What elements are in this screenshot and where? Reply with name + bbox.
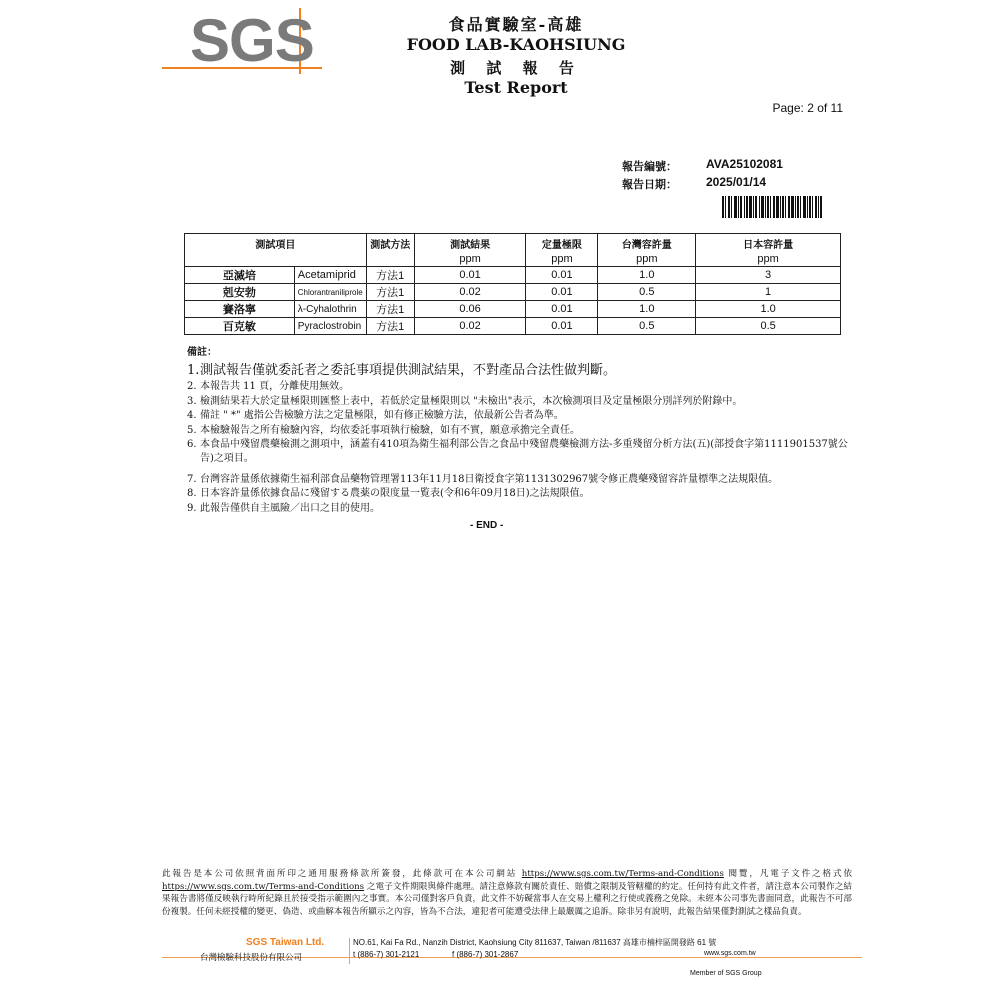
header-test-item: 測試項目 — [185, 234, 367, 253]
header-tw-limit: 台灣容許量 — [598, 234, 696, 253]
unit-result: ppm — [414, 252, 526, 267]
item-en: λ-Cyhalothrin — [294, 301, 366, 318]
jp-limit: 1.0 — [696, 301, 841, 318]
table-units-row — [185, 252, 841, 267]
page-number: Page: 2 of 11 — [772, 101, 843, 115]
note-item: 2. 本報告共 11 頁，分離使用無效。 — [187, 381, 350, 393]
tw-limit: 1.0 — [598, 301, 696, 318]
footer-member: Member of SGS Group — [690, 970, 762, 977]
item-en: Pyraclostrobin — [294, 318, 366, 335]
report-number: AVA25102081 — [706, 157, 783, 171]
header-result: 測試結果 — [414, 234, 526, 253]
item-zh: 百克敏 — [185, 318, 295, 335]
header-loq: 定量極限 — [526, 234, 598, 253]
loq: 0.01 — [526, 267, 598, 284]
tw-limit: 1.0 — [598, 267, 696, 284]
lab-name-zh: 食品實驗室-高雄 — [448, 15, 584, 34]
notes-title: 備註： — [187, 347, 217, 358]
table-row — [185, 267, 841, 284]
note-item: 1. 測試報告僅就委託者之委託事項提供測試結果，不對產品合法性做判斷。 — [187, 363, 617, 379]
item-en: Chlorantraniliprole — [294, 284, 366, 301]
footer-company-zh: 台灣檢驗科技股份有限公司 — [200, 953, 303, 963]
loq: 0.01 — [526, 318, 598, 335]
result: 0.06 — [414, 301, 526, 318]
footer-address: NO.61, Kai Fa Rd., Nanzih District, Kaohsiung City 811637, Taiwan /811637 高雄市楠梓區開發路 61 號 — [353, 938, 717, 947]
jp-limit: 0.5 — [696, 318, 841, 335]
lab-name-en: FOOD LAB-KAOHSIUNG — [406, 35, 626, 54]
terms-text-1: 此報告是本公司依照背面所印之通用服務條款所簽發，此條款可在本公司網站 — [162, 869, 518, 879]
results-table — [184, 233, 841, 335]
note-item: 7. 台灣容許量係依據衛生福利部食品藥物管理署113年11月18日衛授食字第1131302967號令修正農藥殘留容許量標準之法規限值。 — [187, 473, 779, 485]
table-row — [185, 318, 841, 335]
note-item: 5. 本檢驗報告之所有檢驗內容，均依委託事項執行檢驗，如有不實，願意承擔完全責任。 — [187, 424, 580, 436]
result: 0.01 — [414, 267, 526, 284]
report-date: 2025/01/14 — [706, 175, 767, 189]
item-zh: 亞滅培 — [185, 267, 295, 284]
loq: 0.01 — [526, 284, 598, 301]
method: 方法1 — [366, 301, 414, 318]
table-row — [185, 284, 841, 301]
note-item: 9. 此報告僅供自主風險／出口之目的使用。 — [187, 502, 380, 514]
terms-fine-print — [162, 868, 852, 918]
result: 0.02 — [414, 284, 526, 301]
report-number-label: 報告編號： — [622, 160, 677, 173]
footer-tel: t (886-7) 301-2121 — [353, 950, 420, 959]
note-item: 8. 日本容許量係依據食品に殘留する農薬の限度量一覧表(令和6年09月18日)之法規限值。 — [187, 488, 590, 500]
sgs-logo-text: SGS — [190, 7, 314, 74]
table-row — [185, 301, 841, 318]
note-item: 6. 本食品中殘留農藥檢測之測項中，涵蓋有410項為衛生福利部公告之食品中殘留農藥檢測方法-多重殘留分析方法(五)(部授食字第1111901537號公告)之項目。 — [187, 439, 848, 465]
header-method: 測試方法 — [366, 234, 414, 253]
result: 0.02 — [414, 318, 526, 335]
item-zh: 賽洛寧 — [185, 301, 295, 318]
footer-fax: f (886-7) 301-2867 — [452, 950, 519, 959]
footer-website[interactable]: www.sgs.com.tw — [704, 950, 756, 957]
unit-jp: ppm — [696, 252, 841, 267]
terms-text-3: 之電子文件期限與條件處理。請注意條款有關於責任、賠償之限制及管轄權的約定。任何持有此文件者，請注意本公司製作之結果報告書將僅反映執行時所紀錄且於接受指示範圍內之事實。本公司僅對客戶負責，此文件不妨礙當事人在交易上權利之行使或義務之免除。未經本公司事先書面同意，此報告不可部份複製。任何未經授權的變更、偽造、或曲解本報告所顯示之內容，皆為不合法，違犯者可能遭受法律上最嚴厲之追訴。除非另有說明，此報告結果僅對測試之樣品負責。 — [162, 881, 852, 917]
header-jp-limit: 日本容許量 — [696, 234, 841, 253]
jp-limit: 1 — [696, 284, 841, 301]
unit-tw: ppm — [598, 252, 696, 267]
report-title-en: Test Report — [464, 78, 568, 97]
method: 方法1 — [366, 318, 414, 335]
terms-text-2: 閱覽，凡電子文件之格式依 — [728, 869, 852, 879]
unit-loq: ppm — [526, 252, 598, 267]
terms-link-1[interactable]: https://www.sgs.com.tw/Terms-and-Conditions — [521, 869, 724, 879]
loq: 0.01 — [526, 301, 598, 318]
tw-limit: 0.5 — [598, 284, 696, 301]
report-title-zh: 測 試 報 告 — [450, 59, 582, 77]
barcode — [722, 196, 822, 218]
item-zh: 剋安勃 — [185, 284, 295, 301]
report-date-label: 報告日期： — [622, 178, 677, 191]
method: 方法1 — [366, 284, 414, 301]
jp-limit: 3 — [696, 267, 841, 284]
footer-brand: SGS Taiwan Ltd. — [246, 937, 325, 948]
method: 方法1 — [366, 267, 414, 284]
note-item: 4. 備註 " *" 處指公告檢驗方法之定量極限，如有修正檢驗方法，依最新公告者為準。 — [187, 410, 564, 422]
table-header-row — [185, 234, 841, 253]
item-en: Acetamiprid — [294, 267, 366, 284]
terms-link-2[interactable]: https://www.sgs.com.tw/Terms-and-Conditions — [162, 881, 365, 892]
end-marker: - END - — [470, 520, 504, 531]
note-item: 3. 檢測結果若大於定量極限則匯整上表中，若低於定量極限則以 "未檢出"表示，本次檢測項目及定量極限分別詳列於附錄中。 — [187, 395, 743, 407]
tw-limit: 0.5 — [598, 318, 696, 335]
notes-section — [187, 346, 867, 516]
footer-divider — [349, 938, 350, 964]
